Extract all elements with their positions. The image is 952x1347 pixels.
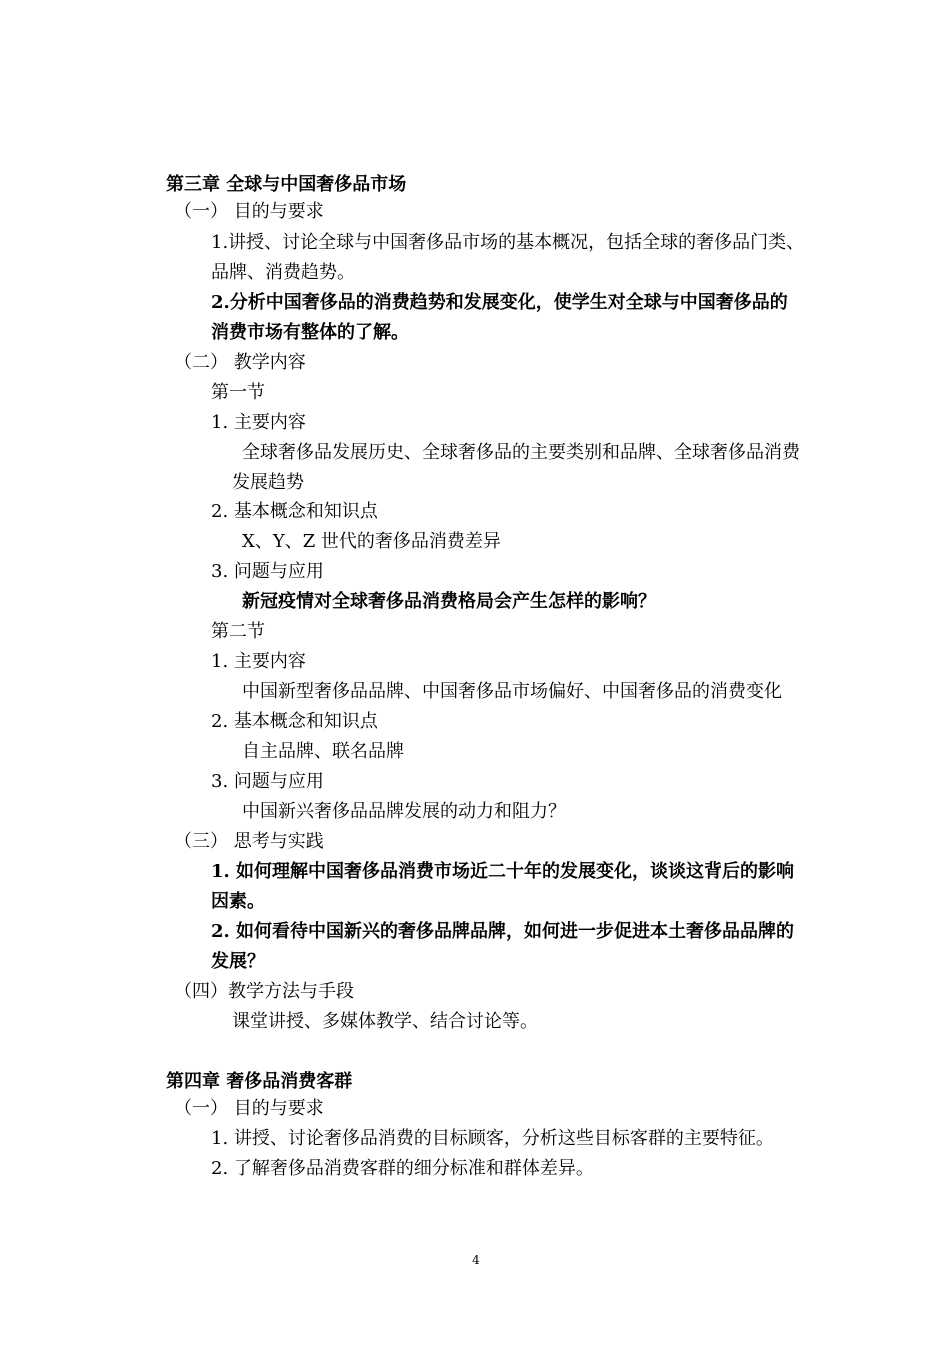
ch3-sec2-title: 第二节 [211, 621, 265, 642]
ch4-s1-item-2: 2. 了解奢侈品消费客群的细分标准和群体差异。 [211, 1158, 594, 1179]
ch3-sec1-item-1-text-line-2: 发展趋势 [232, 472, 304, 493]
ch4-section-1-heading: （一） 目的与要求 [174, 1098, 324, 1119]
ch3-sec1-item-2-label: 2. 基本概念和知识点 [211, 501, 378, 522]
ch3-s3-question-1-line-1: 1. 如何理解中国奢侈品消费市场近二十年的发展变化，谈谈这背后的影响 [211, 861, 795, 882]
ch3-section-1-heading: （一） 目的与要求 [174, 201, 324, 222]
ch3-sec1-item-1-label: 1. 主要内容 [211, 412, 306, 433]
ch3-s1-paragraph-1-line-2: 品牌、消费趋势。 [211, 262, 355, 283]
chapter-3-title: 第三章 全球与中国奢侈品市场 [166, 174, 407, 195]
ch3-s3-question-2-line-1: 2. 如何看待中国新兴的奢侈品牌品牌，如何进一步促进本土奢侈品品牌的 [211, 921, 795, 942]
ch3-sec1-item-1-text-line-1: 全球奢侈品发展历史、全球奢侈品的主要类别和品牌、全球奢侈品消费 [242, 442, 800, 463]
ch3-sec1-title: 第一节 [211, 382, 265, 403]
page-number: 4 [472, 1253, 480, 1267]
ch3-sec2-item-3-label: 3. 问题与应用 [211, 771, 324, 792]
ch3-section-4-heading: （四）教学方法与手段 [174, 981, 354, 1002]
ch3-s1-paragraph-2-line-1: 2.分析中国奢侈品的消费趋势和发展变化，使学生对全球与中国奢侈品的 [211, 292, 788, 313]
chapter-4-title: 第四章 奢侈品消费客群 [166, 1071, 353, 1092]
ch3-sec2-item-2-label: 2. 基本概念和知识点 [211, 711, 378, 732]
ch3-sec2-item-1-text: 中国新型奢侈品品牌、中国奢侈品市场偏好、中国奢侈品的消费变化 [242, 681, 782, 702]
ch3-section-2-heading: （二） 教学内容 [174, 352, 306, 373]
ch3-section-3-heading: （三） 思考与实践 [174, 831, 324, 852]
ch3-sec2-item-3-text: 中国新兴奢侈品品牌发展的动力和阻力？ [242, 801, 566, 822]
ch3-sec1-item-3-label: 3. 问题与应用 [211, 561, 324, 582]
ch3-s1-paragraph-2-line-2: 消费市场有整体的了解。 [211, 322, 409, 343]
ch4-s1-item-1: 1. 讲授、讨论奢侈品消费的目标顾客，分析这些目标客群的主要特征。 [211, 1128, 774, 1149]
ch3-s3-question-1-line-2: 因素。 [211, 891, 265, 912]
ch3-sec1-item-2-text: X、Y、Z 世代的奢侈品消费差异 [242, 531, 501, 552]
ch3-s4-text: 课堂讲授、多媒体教学、结合讨论等。 [232, 1011, 538, 1032]
ch3-sec2-item-1-label: 1. 主要内容 [211, 651, 306, 672]
ch3-sec2-item-2-text: 自主品牌、联名品牌 [242, 741, 404, 762]
ch3-s1-paragraph-1-line-1: 1.讲授、讨论全球与中国奢侈品市场的基本概况，包括全球的奢侈品门类、 [211, 232, 805, 253]
ch3-s3-question-2-line-2: 发展？ [211, 951, 265, 972]
ch3-sec1-item-3-text: 新冠疫情对全球奢侈品消费格局会产生怎样的影响？ [242, 591, 656, 612]
